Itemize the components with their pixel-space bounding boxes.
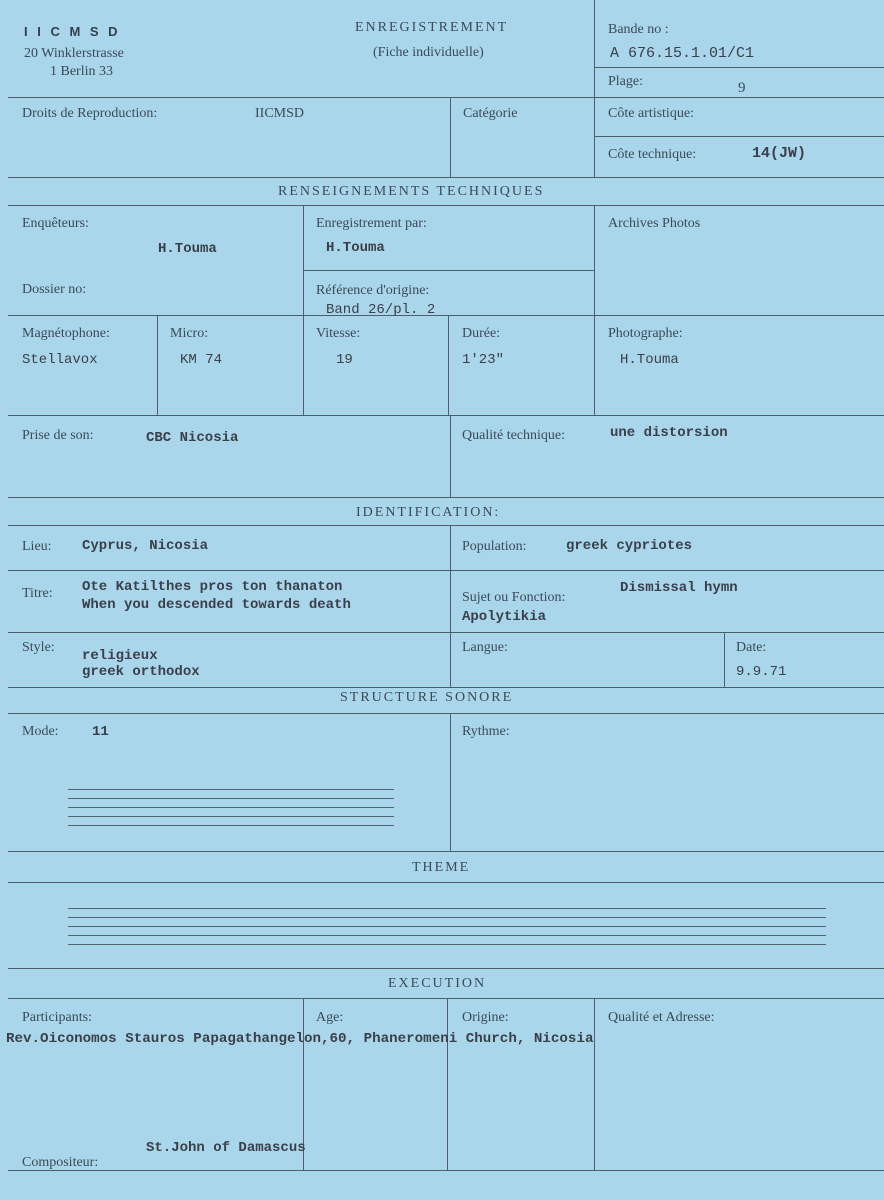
divider (450, 97, 451, 177)
micro-value: KM 74 (180, 352, 223, 368)
prise-value: CBC Nicosia (146, 430, 239, 446)
sujet-label: Sujet ou Fonction: (462, 590, 566, 605)
address-line-1: 20 Winklerstrasse (24, 46, 124, 61)
mode-value: 11 (92, 724, 109, 740)
divider (594, 0, 595, 177)
divider (450, 713, 451, 851)
sujet-value-2: Apolytikia (462, 609, 547, 625)
mode-label: Mode: (22, 724, 59, 739)
photographe-value: H.Touma (620, 352, 679, 368)
divider (724, 632, 725, 687)
prise-label: Prise de son: (22, 428, 94, 443)
titre-line-2: When you descended towards death (82, 597, 351, 613)
form-title: ENREGISTREMENT (355, 20, 509, 35)
divider (8, 687, 884, 688)
enqueteurs-label: Enquêteurs: (22, 216, 89, 231)
participants-label: Participants: (22, 1010, 92, 1025)
plage-label: Plage: (608, 74, 643, 89)
divider (8, 713, 884, 714)
compositeur-label: Compositeur: (22, 1155, 99, 1170)
cote-technique-label: Côte technique: (608, 147, 697, 162)
bande-label: Bande no : (608, 22, 669, 37)
section-title-structure: STRUCTURE SONORE (340, 690, 514, 705)
divider (450, 415, 451, 497)
qualite-value: une distorsion (610, 425, 728, 441)
divider (8, 632, 884, 633)
vitesse-label: Vitesse: (316, 326, 361, 341)
divider (8, 415, 884, 416)
date-label: Date: (736, 640, 767, 655)
form-subtitle: (Fiche individuelle) (373, 45, 484, 60)
divider (595, 67, 884, 68)
dossier-label: Dossier no: (22, 282, 87, 297)
divider (8, 968, 884, 969)
lieu-value: Cyprus, Nicosia (82, 538, 209, 554)
section-title-execution: EXECUTION (388, 976, 487, 991)
vitesse-value: 19 (336, 352, 353, 368)
magnetophone-label: Magnétophone: (22, 326, 110, 341)
cote-technique-value: 14(JW) (752, 145, 807, 162)
enregistrement-par-value: H.Touma (326, 240, 385, 256)
droits-value: IICMSD (255, 106, 305, 121)
divider (8, 177, 884, 178)
divider (8, 1170, 884, 1171)
divider (8, 205, 884, 206)
divider (447, 998, 448, 1170)
style-line-1: religieux (82, 648, 158, 664)
enregistrement-par-label: Enregistrement par: (316, 216, 427, 231)
lieu-label: Lieu: (22, 539, 52, 554)
divider (8, 851, 884, 852)
divider (450, 525, 451, 687)
duree-value: 1'23" (462, 352, 505, 368)
compositeur-value: St.John of Damascus (146, 1140, 306, 1156)
cote-artistique-label: Côte artistique: (608, 106, 694, 121)
droits-label: Droits de Reproduction: (22, 106, 158, 121)
enqueteurs-value: H.Touma (158, 241, 217, 257)
divider (594, 205, 595, 415)
address-line-2: 1 Berlin 33 (50, 64, 113, 79)
divider (8, 497, 884, 498)
participant-entry: Rev.Oiconomos Stauros Papagathangelon,60, Phaneromeni Church, Nicosia (6, 1031, 594, 1047)
institute-name: I I C M S D (24, 24, 121, 39)
reference-label: Référence d'origine: (316, 283, 430, 298)
titre-label: Titre: (22, 586, 53, 601)
divider (8, 882, 884, 883)
bande-value: A 676.15.1.01/C1 (610, 45, 755, 62)
origine-label: Origine: (462, 1010, 509, 1025)
divider (448, 315, 449, 415)
date-value: 9.9.71 (736, 664, 787, 680)
sujet-value-1: Dismissal hymn (620, 580, 738, 596)
divider (595, 136, 884, 137)
age-label: Age: (316, 1010, 344, 1025)
qualite-adresse-label: Qualité et Adresse: (608, 1010, 715, 1025)
style-label: Style: (22, 640, 55, 655)
section-title-theme: THEME (412, 860, 471, 875)
qualite-label: Qualité technique: (462, 428, 566, 443)
reference-value: Band 26/pl. 2 (326, 302, 436, 318)
divider (8, 570, 884, 571)
divider (157, 315, 158, 415)
titre-line-1: Ote Katilthes pros ton thanaton (82, 579, 343, 595)
photographe-label: Photographe: (608, 326, 683, 341)
divider (594, 998, 595, 1170)
style-line-2: greek orthodox (82, 664, 200, 680)
divider (304, 270, 594, 271)
divider (8, 315, 884, 316)
divider (303, 205, 304, 415)
divider (8, 998, 884, 999)
divider (8, 97, 884, 98)
section-title-technical: RENSEIGNEMENTS TECHNIQUES (278, 184, 545, 199)
rythme-label: Rythme: (462, 724, 510, 739)
langue-label: Langue: (462, 640, 508, 655)
population-label: Population: (462, 539, 527, 554)
divider (8, 525, 884, 526)
plage-value: 9 (738, 80, 746, 96)
micro-label: Micro: (170, 326, 209, 341)
magnetophone-value: Stellavox (22, 352, 98, 368)
categorie-label: Catégorie (463, 106, 518, 121)
duree-label: Durée: (462, 326, 501, 341)
section-title-identification: IDENTIFICATION: (356, 505, 501, 520)
archives-photos-label: Archives Photos (608, 216, 701, 231)
population-value: greek cypriotes (566, 538, 693, 554)
